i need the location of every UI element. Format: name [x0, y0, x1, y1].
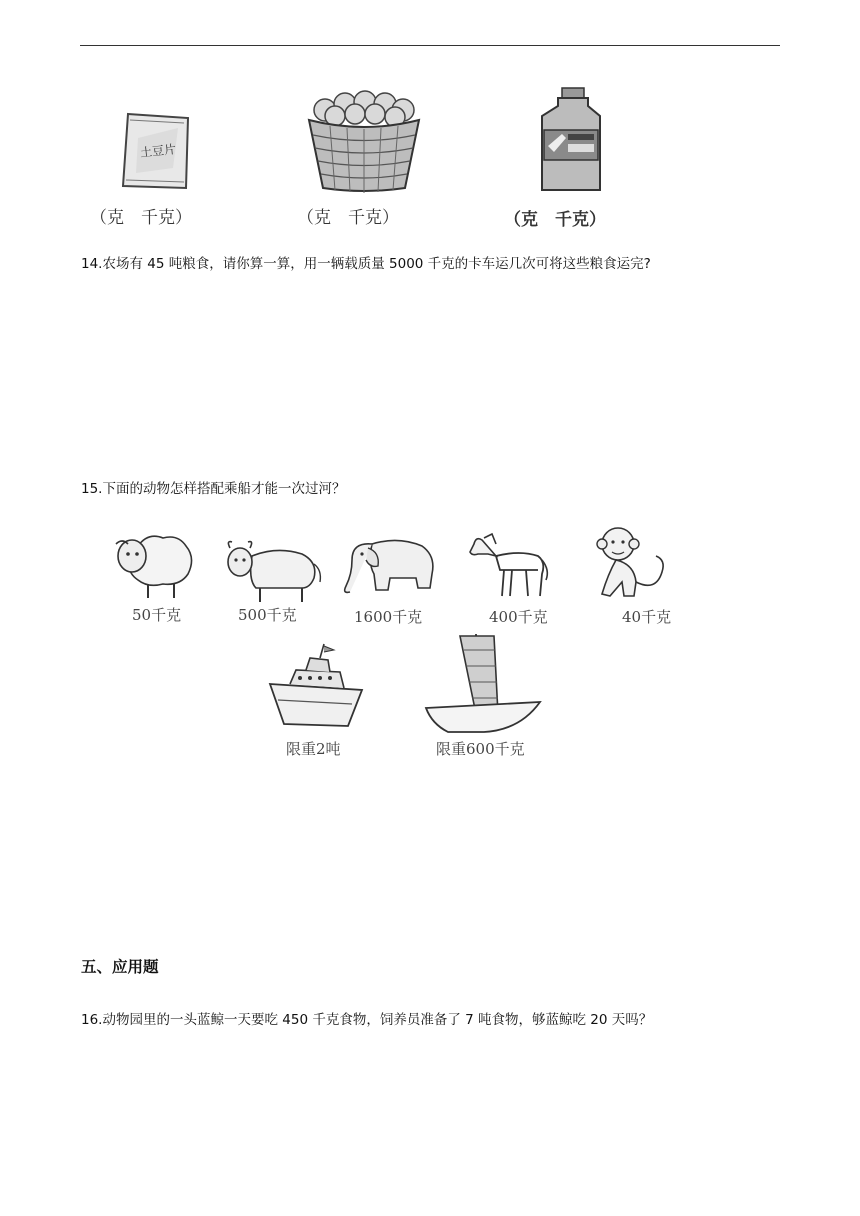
chip-bag-label: 土豆片 [139, 142, 177, 160]
question-14: 14.农场有 45 吨粮食，请你算一算，用一辆载质量 5000 千克的卡车运几次可将这些粮食运完? [81, 256, 651, 272]
oil-bottle-image [538, 86, 608, 200]
elephant-weight: 1600千克 [354, 608, 423, 626]
cow-weight: 500千克 [238, 606, 297, 624]
apple-basket-image [305, 90, 423, 200]
question-15: 15.下面的动物怎样搭配乘船才能一次过河？ [81, 481, 346, 497]
question-16: 16.动物园里的一头蓝鲸一天要吃 450 千克食物，饲养员准备了 7 吨食物，够蓝鲸吃 20 天吗？ [81, 1012, 653, 1028]
header-rule [80, 45, 780, 46]
monkey-weight: 40千克 [622, 608, 672, 626]
section-title: 五、应用题 [81, 958, 159, 976]
sheep-icon [108, 526, 198, 608]
horse-weight: 400千克 [489, 608, 548, 626]
ship-limit: 限重2吨 [286, 740, 341, 758]
sailboat-icon [424, 632, 544, 738]
sailboat-limit: 限重600千克 [436, 740, 525, 758]
elephant-icon [338, 530, 438, 609]
answer-choice-3[interactable]: （克 千克） [504, 210, 606, 230]
answer-choice-1[interactable]: （克 千克） [90, 208, 192, 228]
chip-bag-image [118, 108, 193, 197]
cow-icon [222, 536, 322, 608]
answer-choice-2[interactable]: （克 千克） [297, 208, 399, 228]
ship-icon [266, 644, 366, 738]
horse-icon [466, 530, 550, 606]
monkey-icon [594, 522, 670, 604]
sheep-weight: 50千克 [132, 606, 182, 624]
